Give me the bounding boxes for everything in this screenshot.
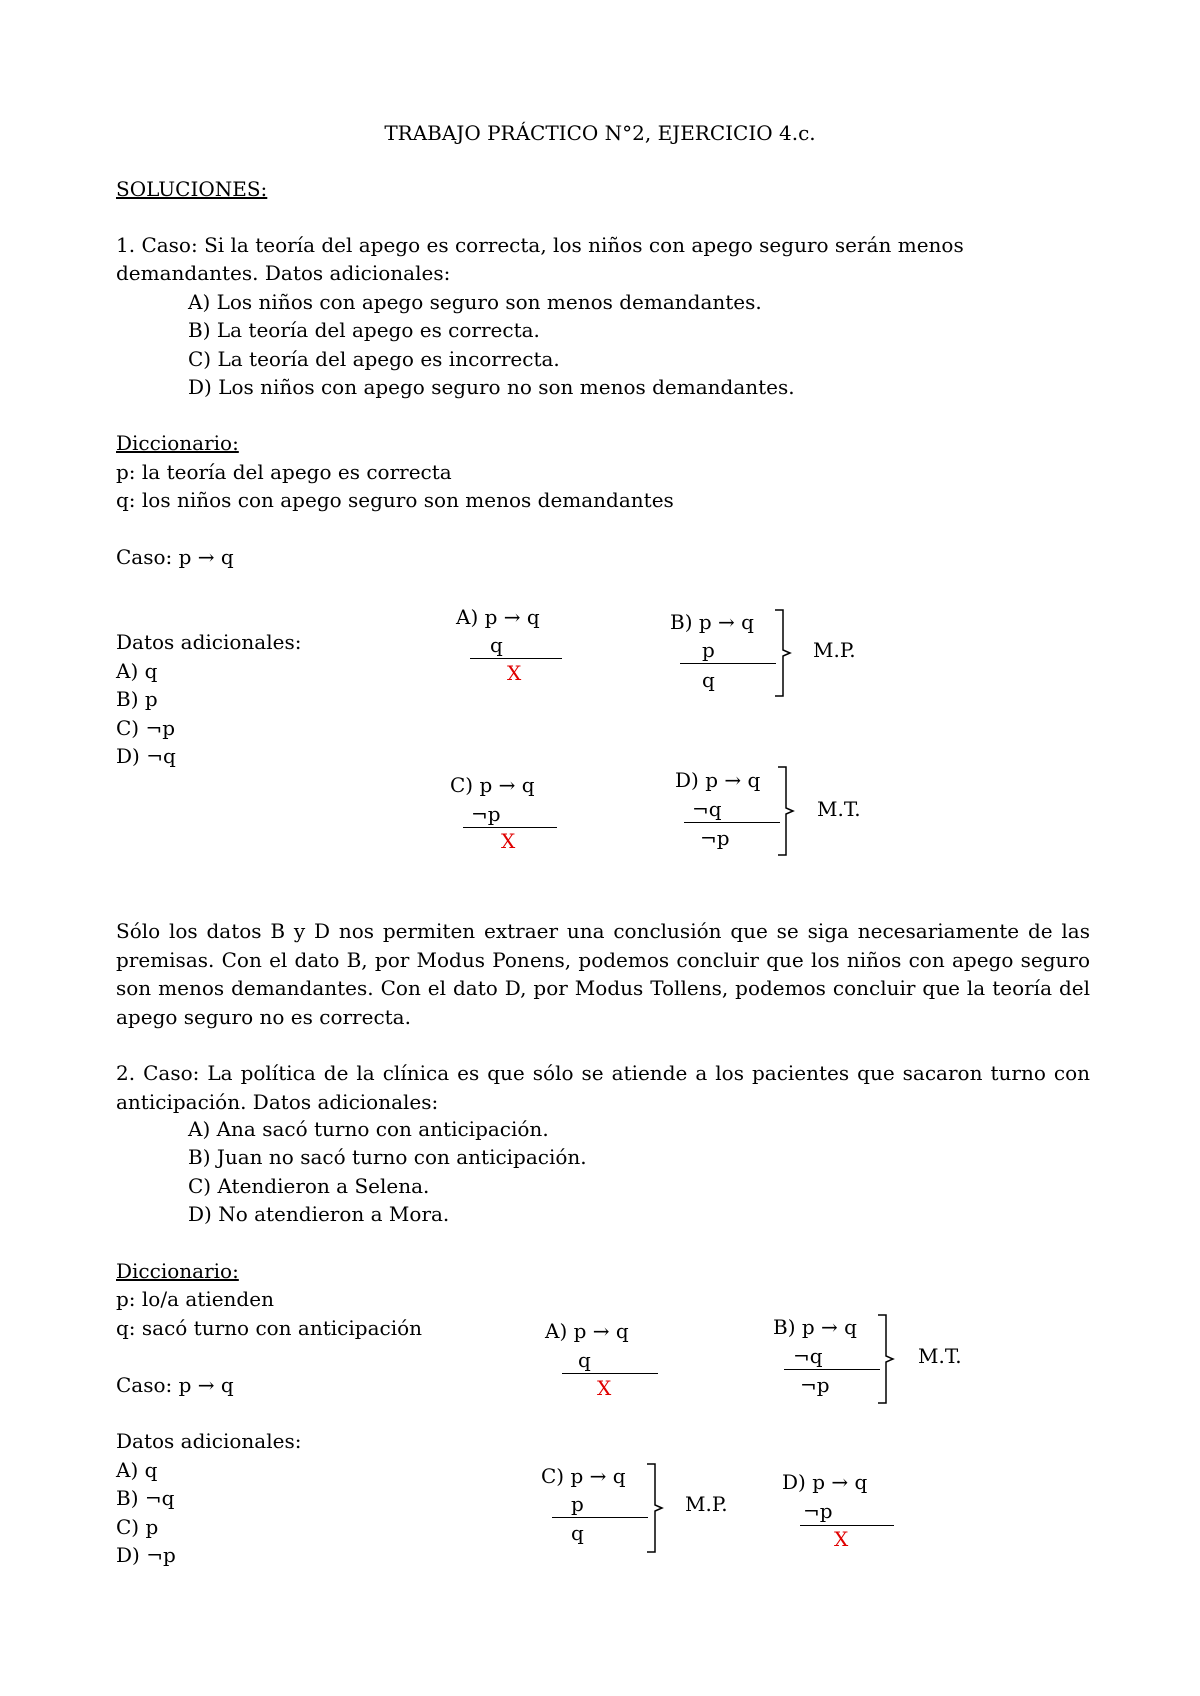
case2-arg-c-result: q: [571, 1521, 584, 1545]
case2-arg-c-line: [552, 1517, 648, 1518]
case1-arg-c-premise1: C) p → q: [450, 773, 535, 797]
case1-arg-c-premise2: ¬p: [471, 802, 501, 826]
case1-arg-d-rule: M.T.: [817, 797, 861, 821]
case2-arg-b-result: ¬p: [800, 1373, 830, 1397]
case1-arg-a-premise1: A) p → q: [456, 605, 540, 629]
case1-extra-heading: Datos adicionales:: [116, 630, 302, 654]
case1-extra-b: B) p: [116, 687, 158, 711]
case2-arg-c-bracket: [645, 1462, 669, 1554]
case2-arg-b-bracket: [876, 1313, 900, 1405]
case2-arg-a-premise2: q: [578, 1348, 591, 1372]
case1-extra-d: D) ¬q: [116, 744, 176, 768]
case2-arg-a-invalid-mark: X: [597, 1376, 612, 1400]
case2-arg-a-premise1: A) p → q: [545, 1319, 629, 1343]
case2-arg-d-line: [800, 1525, 894, 1526]
case1-arg-a-invalid-mark: X: [507, 661, 522, 685]
case2-option-a: A) Ana sacó turno con anticipación.: [188, 1117, 549, 1141]
case1-arg-d-premise1: D) p → q: [675, 768, 761, 792]
case2-dictionary-heading: Diccionario:: [116, 1259, 239, 1283]
case1-arg-b-result: q: [702, 668, 715, 692]
case2-arg-a-line: [562, 1373, 658, 1374]
page-title: TRABAJO PRÁCTICO N°2, EJERCICIO 4.c.: [384, 121, 816, 145]
case2-arg-b-premise2: ¬q: [793, 1344, 823, 1368]
case1-intro-line2: demandantes. Datos adicionales:: [116, 261, 451, 285]
case1-option-c: C) La teoría del apego es incorrecta.: [188, 347, 560, 371]
case2-option-d: D) No atendieron a Mora.: [188, 1202, 450, 1226]
case2-option-b: B) Juan no sacó turno con anticipación.: [188, 1145, 587, 1169]
case2-arg-b-line: [784, 1369, 880, 1370]
case2-extra-c: C) p: [116, 1515, 159, 1539]
case1-arg-b-premise1: B) p → q: [670, 610, 754, 634]
case2-arg-d-invalid-mark: X: [834, 1527, 849, 1551]
case1-dictionary-p: p: la teoría del apego es correcta: [116, 460, 452, 484]
case2-arg-b-premise1: B) p → q: [773, 1315, 857, 1339]
case1-arg-d-bracket: [776, 765, 800, 857]
case1-arg-d-line: [684, 822, 780, 823]
case2-case-formula: Caso: p → q: [116, 1373, 234, 1397]
case1-option-b: B) La teoría del apego es correcta.: [188, 318, 540, 342]
case1-arg-c-invalid-mark: X: [501, 829, 516, 853]
case2-arg-d-premise2: ¬p: [803, 1499, 833, 1523]
case2-arg-b-rule: M.T.: [918, 1344, 962, 1368]
case2-arg-c-premise2: p: [571, 1492, 584, 1516]
case2-dictionary-p: p: lo/a atienden: [116, 1287, 274, 1311]
case1-dictionary-heading: Diccionario:: [116, 431, 239, 455]
case2-intro: 2. Caso: La política de la clínica es que sólo se atiende a los pacientes que sacaron turno con anticipación. Datos adicionales:: [116, 1061, 1090, 1114]
case2-option-c: C) Atendieron a Selena.: [188, 1174, 430, 1198]
case1-arg-d-result: ¬p: [700, 826, 730, 850]
case1-arg-d-premise2: ¬q: [692, 797, 722, 821]
case2-arg-c-rule: M.P.: [685, 1492, 728, 1516]
case2-dictionary-q: q: sacó turno con anticipación: [116, 1316, 423, 1340]
case1-extra-a: A) q: [116, 659, 158, 683]
case1-case-formula: Caso: p → q: [116, 545, 234, 569]
case1-extra-c: C) ¬p: [116, 716, 176, 740]
case2-arg-d-premise1: D) p → q: [782, 1470, 868, 1494]
case1-arg-b-rule: M.P.: [813, 638, 856, 662]
case1-dictionary-q: q: los niños con apego seguro son menos demandantes: [116, 488, 674, 512]
case1-option-d: D) Los niños con apego seguro no son menos demandantes.: [188, 375, 795, 399]
case1-arg-c-line: [463, 827, 557, 828]
case1-arg-b-line: [680, 663, 776, 664]
case2-arg-c-premise1: C) p → q: [541, 1464, 626, 1488]
case1-arg-b-premise2: p: [702, 638, 715, 662]
solutions-heading: SOLUCIONES:: [116, 177, 268, 201]
case2-extra-d: D) ¬p: [116, 1543, 176, 1567]
case1-arg-a-premise2: q: [490, 633, 503, 657]
case2-extra-a: A) q: [116, 1458, 158, 1482]
case1-arg-a-line: [470, 658, 562, 659]
case2-extra-b: B) ¬q: [116, 1486, 175, 1510]
case1-option-a: A) Los niños con apego seguro son menos demandantes.: [188, 290, 762, 314]
case1-intro-line1: 1. Caso: Si la teoría del apego es correcta, los niños con apego seguro serán menos: [116, 233, 964, 257]
case2-extra-heading: Datos adicionales:: [116, 1429, 302, 1453]
case1-conclusion: Sólo los datos B y D nos permiten extraer una conclusión que se siga necesariamente de las premisas. Con el dato B, por Modus Ponens, podemos concluir que los niños con apego seguro son menos demandantes. Con el dato D, por Modus Tollens, podemos concluir que la teoría del apego seguro no es correcta.: [116, 919, 1090, 1029]
case1-arg-b-bracket: [773, 608, 797, 698]
